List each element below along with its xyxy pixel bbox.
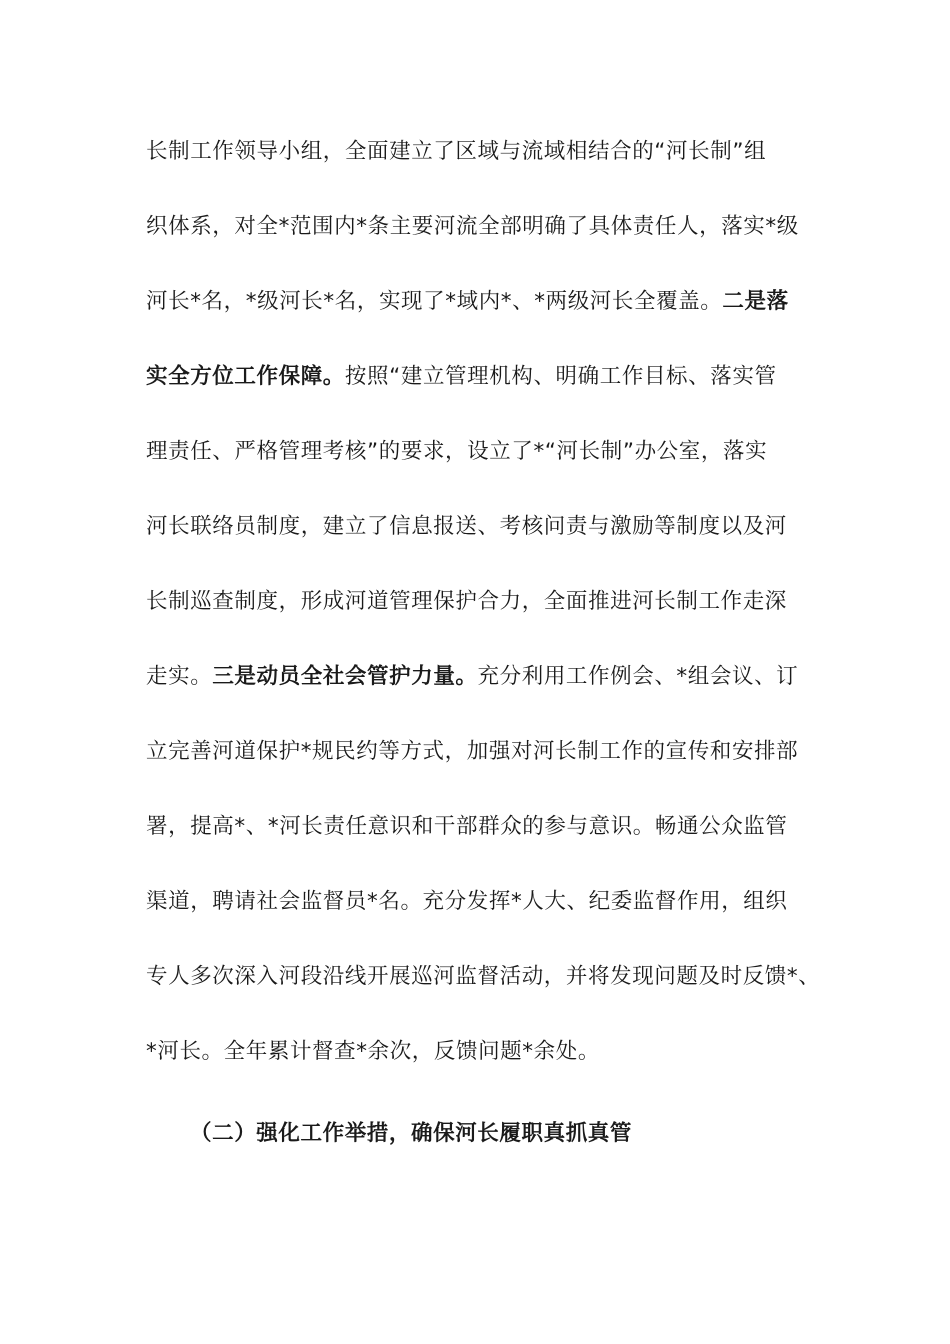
text-line [146, 357, 826, 432]
text-line [146, 432, 826, 507]
bold-text-segment: 实全方位工作保障。 [146, 364, 345, 389]
text-segment: 织体系，对全*范围内*条主要河流全部明确了具体责任人，落实*级 [146, 214, 799, 239]
bold-text-segment: 三是动员全社会管护力量。 [212, 664, 478, 689]
text-segment: 河长*名，*级河长*名，实现了*域内*、*两级河长全覆盖。 [146, 289, 723, 314]
text-segment: *河长。全年累计督查*余次，反馈问题*余处。 [146, 1039, 600, 1064]
bold-text-segment: 二是落 [722, 289, 789, 314]
text-segment: 走实。 [146, 664, 213, 689]
text-line [146, 882, 826, 957]
text-line [146, 807, 826, 882]
text-segment: 充分利用工作例会、*组会议、订 [477, 664, 799, 689]
body-text [146, 132, 826, 1107]
section-heading: （二）强化工作举措，确保河长履职真抓真管 [190, 1121, 633, 1146]
text-segment: 按照“建立管理机构、明确工作目标、落实管 [344, 364, 777, 389]
text-segment: 署，提高*、*河长责任意识和干部群众的参与意识。畅通公众监管 [146, 814, 788, 839]
text-segment: 理责任、严格管理考核”的要求，设立了*“河长制”办公室，落实 [146, 439, 768, 464]
text-line [146, 207, 826, 282]
text-segment: 长制巡查制度，形成河道管理保护合力，全面推进河长制工作走深 [146, 589, 787, 614]
text-segment: 专人多次深入河段沿线开展巡河监督活动，并将发现问题及时反馈*、 [146, 964, 821, 989]
text-line [146, 957, 826, 1032]
text-line [146, 132, 826, 207]
text-line [146, 282, 826, 357]
text-line [146, 507, 826, 582]
text-segment: 立完善河道保护*规民约等方式，加强对河长制工作的宣传和安排部 [146, 739, 799, 764]
text-segment: 长制工作领导小组，全面建立了区域与流域相结合的“河长制”组 [146, 139, 767, 164]
text-segment: 河长联络员制度，建立了信息报送、考核问责与激励等制度以及河 [146, 514, 787, 539]
text-line [146, 657, 826, 732]
text-line [146, 732, 826, 807]
text-line [146, 582, 826, 657]
text-line [146, 1032, 826, 1107]
text-segment: 渠道，聘请社会监督员*名。充分发挥*人大、纪委监督作用，组织 [146, 889, 788, 914]
